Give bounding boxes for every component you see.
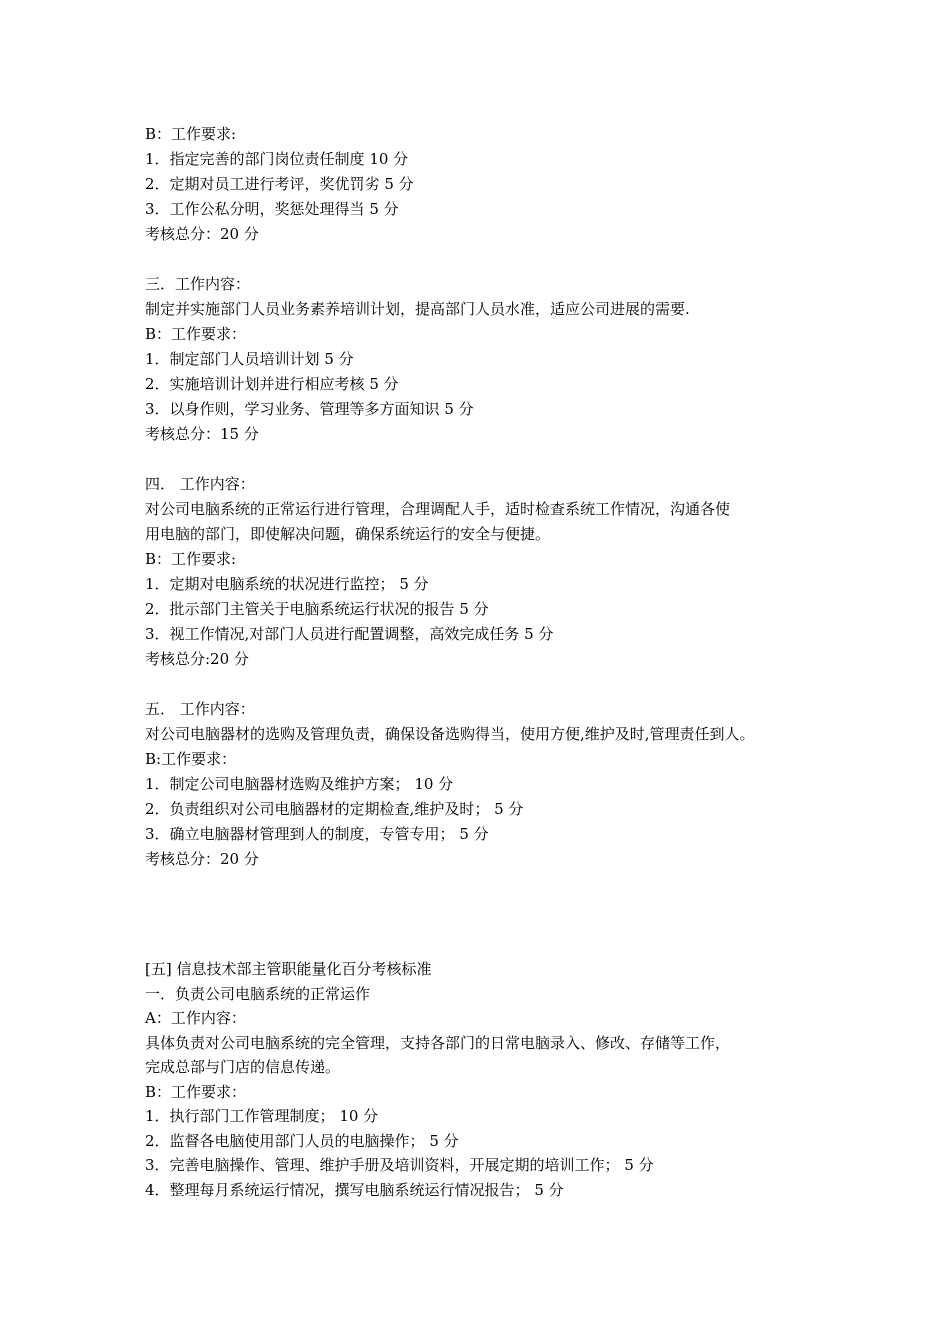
requirement-item: 4．整理每月系统运行情况，撰写电脑系统运行情况报告； 5 分 bbox=[145, 1180, 564, 1199]
requirement-item: 1．制定部门人员培训计划 5 分 bbox=[145, 350, 354, 368]
requirement-item: 2．监督各电脑使用部门人员的电脑操作； 5 分 bbox=[145, 1131, 459, 1150]
section-b-requirements bbox=[145, 122, 835, 247]
subsection-heading: B：工作要求: bbox=[145, 550, 237, 568]
section-heading: 三．工作内容： bbox=[145, 275, 251, 293]
score-total: 考核总分:20 分 bbox=[145, 650, 249, 668]
document-title: [五] 信息技术部主管职能量化百分考核标准 bbox=[145, 960, 432, 978]
score-total: 考核总分：15 分 bbox=[145, 425, 259, 443]
section-heading: 四． 工作内容： bbox=[145, 475, 255, 493]
section-heading: B：工作要求: bbox=[145, 125, 237, 143]
requirement-item: 3．完善电脑操作、管理、维护手册及培训资料，开展定期的培训工作； 5 分 bbox=[145, 1156, 654, 1174]
section-three bbox=[145, 272, 835, 447]
subsection-heading: B：工作要求： bbox=[145, 1082, 247, 1101]
work-content-text: 完成总部与门店的信息传递。 bbox=[145, 1058, 341, 1076]
section-heading: 五． 工作内容： bbox=[145, 700, 255, 718]
requirement-item: 3．视工作情况,对部门人员进行配置调整，高效完成任务 5 分 bbox=[145, 625, 554, 643]
subsection-heading: A：工作内容： bbox=[145, 1009, 246, 1027]
score-total: 考核总分：20 分 bbox=[145, 225, 259, 243]
work-content-text: 具体负责对公司电脑系统的完全管理，支持各部门的日常电脑录入、修改、存储等工作， bbox=[145, 1033, 731, 1052]
section-heading: 一．负责公司电脑系统的正常运作 bbox=[145, 984, 371, 1003]
requirement-item: 2．批示部门主管关于电脑系统运行状况的报告 5 分 bbox=[145, 600, 489, 618]
subsection-heading: B:工作要求： bbox=[145, 750, 237, 768]
requirement-item: 1．制定公司电脑器材选购及维护方案； 10 分 bbox=[145, 775, 454, 793]
requirement-item: 1．执行部门工作管理制度； 10 分 bbox=[145, 1107, 379, 1125]
section-it-supervisor-standard bbox=[145, 957, 835, 1202]
score-total: 考核总分：20 分 bbox=[145, 850, 259, 868]
work-content-text: 制定并实施部门人员业务素养培训计划，提高部门人员水准，适应公司进展的需要. bbox=[145, 300, 690, 318]
requirement-item: 2．定期对员工进行考评，奖优罚劣 5 分 bbox=[145, 175, 414, 193]
section-four bbox=[145, 472, 835, 672]
subsection-heading: B：工作要求： bbox=[145, 325, 247, 343]
section-five bbox=[145, 697, 835, 872]
requirement-item: 1．定期对电脑系统的状况进行监控； 5 分 bbox=[145, 575, 429, 593]
requirement-item: 2．负责组织对公司电脑器材的定期检查,维护及时； 5 分 bbox=[145, 800, 524, 818]
work-content-text: 对公司电脑器材的选购及管理负责，确保设备选购得当，使用方便,维护及时,管理责任到人。 bbox=[145, 725, 755, 743]
requirement-item: 3．工作公私分明，奖惩处理得当 5 分 bbox=[145, 200, 399, 218]
work-content-text: 对公司电脑系统的正常运行进行管理，合理调配人手，适时检查系统工作情况，沟通各使 bbox=[145, 500, 731, 518]
work-content-text: 用电脑的部门，即使解决问题，确保系统运行的安全与便捷。 bbox=[145, 525, 551, 543]
document-page bbox=[145, 122, 835, 1202]
requirement-item: 3．确立电脑器材管理到人的制度，专管专用； 5 分 bbox=[145, 825, 489, 843]
requirement-item: 3．以身作则，学习业务、管理等多方面知识 5 分 bbox=[145, 400, 474, 418]
requirement-item: 2．实施培训计划并进行相应考核 5 分 bbox=[145, 375, 399, 393]
requirement-item: 1．指定完善的部门岗位责任制度 10 分 bbox=[145, 150, 409, 168]
